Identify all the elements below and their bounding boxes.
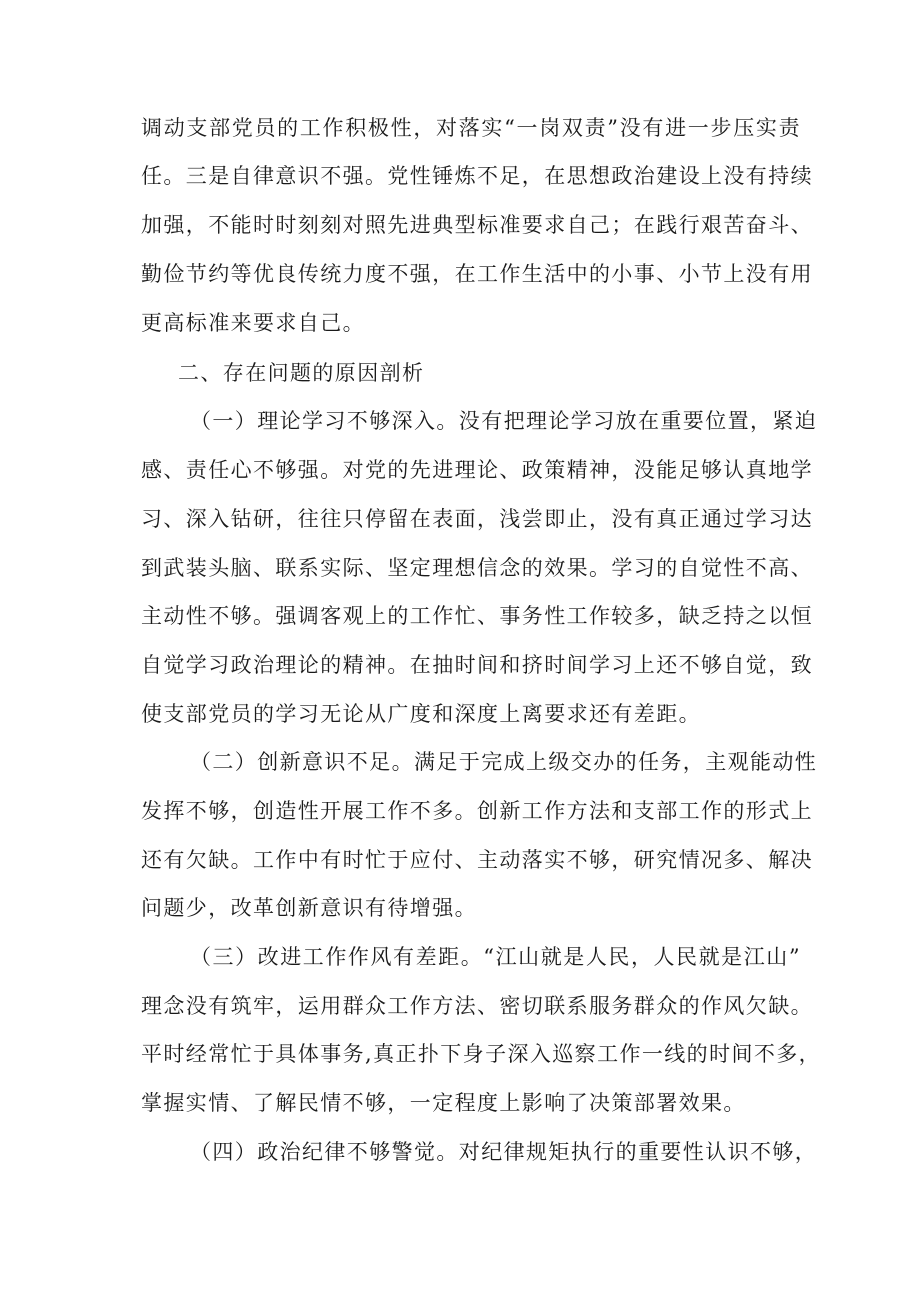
text-line: 平时经常忙于具体事务,真正扑下身子深入巡察工作一线的时间不多，	[141, 1042, 822, 1066]
text-line: 习、深入钻研，往往只停留在表面，浅尝即止，没有真正通过学习达	[141, 507, 813, 531]
text-line: 到武装头脑、联系实际、坚定理想信念的效果。学习的自觉性不高、	[141, 556, 813, 580]
text-line: 感、责任心不够强。对党的先进理论、政策精神，没能足够认真地学	[141, 458, 813, 482]
text-line: 任。三是自律意识不强。党性锤炼不足，在思想政治建设上没有持续	[141, 164, 813, 188]
text-line: 理念没有筑牢，运用群众工作方法、密切联系服务群众的作风欠缺。	[141, 994, 813, 1018]
text-line: 掌握实情、了解民情不够，一定程度上影响了决策部署效果。	[141, 1091, 746, 1115]
text-line: 问题少，改革创新意识有待增强。	[141, 896, 477, 920]
text-line: 勤俭节约等优良传统力度不强，在工作生活中的小事、小节上没有用	[141, 262, 813, 286]
text-line: 主动性不够。强调客观上的工作忙、事务性工作较多，缺乏持之以恒	[141, 604, 813, 628]
text-line: 发挥不够，创造性开展工作不多。创新工作方法和支部工作的形式上	[141, 799, 813, 823]
text-line: 还有欠缺。工作中有时忙于应付、主动落实不够，研究情况多、解决	[141, 848, 813, 872]
text-line: 使支部党员的学习无论从广度和深度上离要求还有差距。	[141, 702, 701, 726]
section-heading: 二、存在问题的原因剖析	[178, 361, 425, 385]
paragraph-first-line: （二）创新意识不足。满足于完成上级交办的任务，主观能动性	[190, 750, 818, 774]
text-line: 更高标准来要求自己。	[141, 311, 365, 335]
text-line: 调动支部党员的工作积极性，对落实“一岗双责”没有进一步压实责	[141, 116, 801, 140]
text-line: 加强，不能时时刻刻对照先进典型标准要求自己；在践行艰苦奋斗、	[141, 213, 813, 237]
text-line: 自觉学习政治理论的精神。在抽时间和挤时间学习上还不够自觉，致	[141, 653, 813, 677]
paragraph-first-line: （一）理论学习不够深入。没有把理论学习放在重要位置，紧迫	[190, 409, 818, 433]
paragraph-first-line: （四）政治纪律不够警觉。对纪律规矩执行的重要性认识不够，	[190, 1140, 818, 1164]
paragraph-first-line: （三）改进工作作风有差距。“江山就是人民，人民就是江山”	[190, 945, 801, 969]
